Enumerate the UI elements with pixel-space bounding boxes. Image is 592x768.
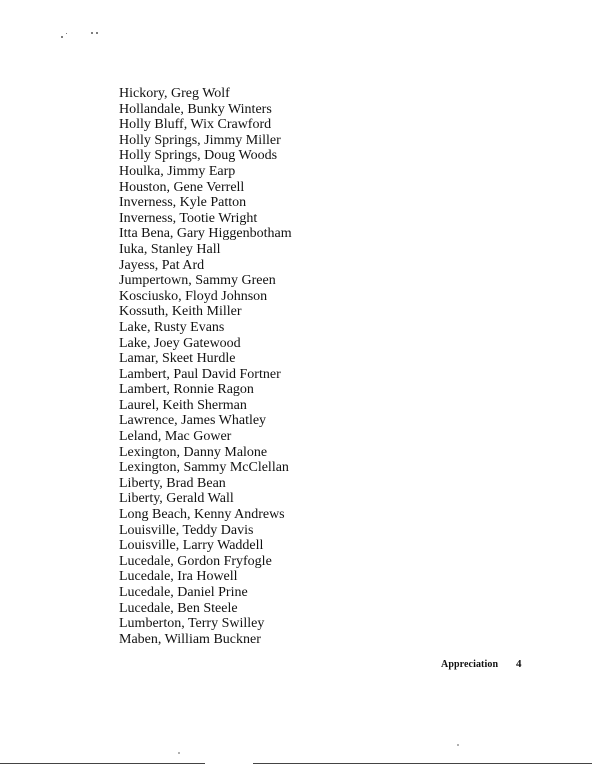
scan-speck	[61, 36, 63, 38]
list-item: Hickory, Greg Wolf	[119, 86, 230, 101]
list-item: Inverness, Kyle Patton	[119, 195, 247, 211]
list-item: Hollandale, Bunky Winters	[119, 101, 272, 117]
page-number: 4	[516, 658, 522, 670]
list-item: Itta Bena, Gary Higgenbotham	[119, 226, 292, 242]
list-item: Lumberton, Terry Swilley	[119, 616, 265, 632]
list-item: Houlka, Jimmy Earp	[119, 163, 236, 179]
scan-speck	[96, 32, 98, 34]
list-item: Lambert, Paul David Fortner	[119, 366, 281, 382]
list-item: Lake, Rusty Evans	[119, 319, 225, 335]
bottom-rule-right	[253, 763, 592, 764]
scan-speck	[178, 752, 180, 754]
list-item: Lambert, Ronnie Ragon	[119, 382, 254, 398]
scan-speck	[91, 32, 93, 34]
list-item: Louisville, Larry Waddell	[119, 538, 264, 554]
list-item: Holly Springs, Doug Woods	[119, 148, 278, 164]
list-item: Holly Springs, Jimmy Miller	[119, 132, 281, 148]
list-item: Kossuth, Keith Miller	[119, 304, 242, 320]
list-item: Lucedale, Ira Howell	[119, 569, 238, 585]
list-item: Lake, Joey Gatewood	[119, 335, 241, 351]
scan-speck	[457, 744, 459, 746]
bottom-rule-left	[0, 763, 205, 764]
list-item: Lucedale, Ben Steele	[119, 600, 238, 616]
list-item: Lawrence, James Whatley	[119, 413, 267, 429]
list-item: Liberty, Brad Bean	[119, 475, 226, 491]
scan-speck	[66, 33, 67, 34]
list-item: Laurel, Keith Sherman	[119, 397, 247, 413]
list-item: Long Beach, Kenny Andrews	[119, 507, 285, 523]
list-item: Iuka, Stanley Hall	[119, 241, 221, 257]
list-item: Lexington, Sammy McClellan	[119, 460, 289, 476]
footer-section-label: Appreciation	[441, 659, 499, 670]
list-item: Lucedale, Gordon Fryfogle	[119, 553, 272, 569]
list-item: Inverness, Tootie Wright	[119, 210, 258, 226]
list-item: Jumpertown, Sammy Green	[119, 273, 276, 289]
list-item: Leland, Mac Gower	[119, 429, 232, 445]
list-item: Holly Bluff, Wix Crawford	[119, 117, 272, 133]
list-item: Lamar, Skeet Hurdle	[119, 351, 236, 367]
list-item: Kosciusko, Floyd Johnson	[119, 288, 268, 304]
list-item: Maben, William Buckner	[119, 631, 261, 647]
list-item: Houston, Gene Verrell	[119, 179, 245, 195]
list-item: Liberty, Gerald Wall	[119, 491, 234, 507]
list-item: Louisville, Teddy Davis	[119, 522, 254, 538]
list-item: Lexington, Danny Malone	[119, 444, 268, 460]
appreciation-name-list	[119, 86, 292, 647]
list-item: Lucedale, Daniel Prine	[119, 585, 248, 600]
list-item: Jayess, Pat Ard	[119, 257, 205, 273]
